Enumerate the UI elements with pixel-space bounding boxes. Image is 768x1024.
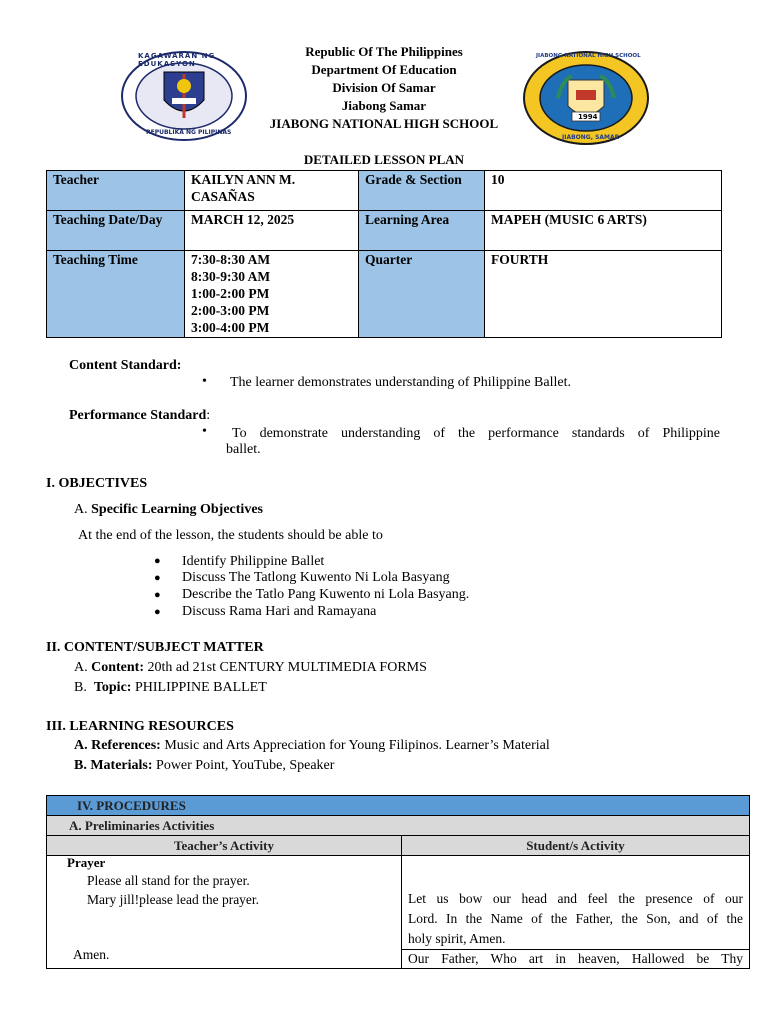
objective-bullet: ● [154, 555, 161, 567]
performance-standard-colon: : [206, 408, 211, 423]
procedures-table [46, 795, 750, 969]
content-b-label: Topic: [93, 680, 132, 695]
student-line: Our Father, Who art in heaven, Hallowed be Thy [402, 949, 749, 968]
teacher-line: Mary jill!please lead the prayer. [87, 892, 260, 907]
quarter-value: FOURTH [485, 251, 722, 338]
time-slot: 7:30-8:30 AM [191, 252, 271, 267]
references-label: A. References: [74, 738, 161, 753]
objectives-subheading [74, 501, 263, 518]
objective-bullet: ● [154, 589, 161, 601]
content-item-b [74, 679, 267, 696]
date-label: Teaching Date/Day [47, 211, 185, 251]
preliminaries-heading: A. Preliminaries Activities [47, 816, 750, 836]
teacher-line: Please all stand for the prayer. [87, 873, 250, 888]
references-value: Music and Arts Appreciation for Young Filipinos. Learner’s Material [164, 738, 550, 753]
content-a-label: Content: [91, 660, 145, 675]
time-slot: 8:30-9:30 AM [191, 269, 271, 284]
objectives-heading: I. OBJECTIVES [46, 476, 148, 491]
teacher-activity-header: Teacher’s Activity [47, 836, 402, 856]
content-standard-bullet: • [202, 374, 207, 389]
student-line: holy spirit, Amen. [408, 931, 506, 946]
objective-item: Identify Philippine Ballet [182, 554, 325, 569]
content-b-prefix: B. [74, 680, 87, 695]
resources-materials [74, 757, 334, 774]
content-standard-label: Content Standard: [69, 358, 182, 373]
content-a-value: 20th ad 21st CENTURY MULTIMEDIA FORMS [147, 660, 427, 675]
area-label: Learning Area [359, 211, 485, 251]
performance-standard-text-cont: ballet. [226, 442, 261, 457]
student-line: Lord. In the Name of the Father, the Son, and of the [408, 911, 743, 926]
objective-bullet: ● [154, 572, 161, 584]
student-line: Let us bow our head and feel the presence of our [408, 891, 743, 906]
performance-standard-bullet: • [202, 424, 207, 439]
time-slot: 2:00-3:00 PM [191, 303, 270, 318]
lesson-info-table [46, 170, 722, 338]
prayer-label: Prayer [67, 855, 106, 870]
teacher-value: KAILYN ANN M. CASAÑAS [185, 171, 359, 211]
procedures-heading: IV. PROCEDURES [47, 796, 750, 816]
resources-references [74, 737, 550, 754]
time-label: Teaching Time [47, 251, 185, 338]
materials-label: B. Materials: [74, 758, 153, 773]
quarter-label: Quarter [359, 251, 485, 338]
header-school: JIABONG NATIONAL HIGH SCHOOL [269, 116, 499, 131]
teacher-activity-cell [47, 856, 402, 969]
header-town: Jiabong Samar [341, 98, 427, 113]
area-value: MAPEH (MUSIC 6 ARTS) [485, 211, 722, 251]
performance-standard-heading [69, 407, 210, 424]
header-division: Division Of Samar [332, 80, 436, 95]
performance-standard-label: Performance Standard [69, 408, 207, 423]
objective-item: Discuss The Tatlong Kuwento Ni Lola Basyang [182, 570, 450, 585]
student-activity-cell [402, 856, 750, 969]
materials-value: Power Point, YouTube, Speaker [156, 758, 335, 773]
objectives-sub-label: Specific Learning Objectives [91, 502, 263, 517]
header-republic: Republic Of The Philippines [305, 44, 463, 59]
teacher-label: Teacher [47, 171, 185, 211]
seal-year: 1994 [578, 113, 598, 121]
seal-top-text: KAGAWARAN NG EDUKASYON [138, 52, 216, 68]
content-a-prefix: A. [74, 660, 88, 675]
content-b-value: PHILIPPINE BALLET [134, 680, 267, 695]
objective-item: Describe the Tatlo Pang Kuwento ni Lola Basyang. [182, 587, 470, 602]
school-seal-bottom-text: JIABONG, SAMAR [562, 134, 620, 141]
grade-value: 10 [485, 171, 722, 211]
objective-bullet: ● [154, 606, 161, 618]
plan-title: DETAILED LESSON PLAN [303, 152, 465, 167]
seal-bottom-text: REPUBLIKA NG PILIPINAS [146, 129, 232, 136]
objectives-intro: At the end of the lesson, the students should be able to [78, 528, 383, 543]
resources-heading: III. LEARNING RESOURCES [46, 719, 234, 734]
school-seal-top-text: JIABONG NATIONAL HIGH SCHOOL [536, 53, 641, 59]
header-department: Department Of Education [311, 62, 457, 77]
content-item-a [74, 659, 427, 676]
grade-label: Grade & Section [359, 171, 485, 211]
content-standard-text: The learner demonstrates understanding of Philippine Ballet. [230, 375, 571, 390]
content-heading: II. CONTENT/SUBJECT MATTER [46, 640, 264, 655]
date-value: MARCH 12, 2025 [185, 211, 359, 251]
time-slot: 3:00-4:00 PM [191, 320, 270, 335]
student-activity-header: Student/s Activity [402, 836, 750, 856]
time-slot: 1:00-2:00 PM [191, 286, 270, 301]
teacher-amen: Amen. [73, 947, 110, 962]
time-values [185, 251, 359, 338]
objectives-sub-prefix: A. [74, 502, 88, 517]
performance-standard-text: To demonstrate understanding of the performance standards of Philippine [232, 426, 720, 441]
objective-item: Discuss Rama Hari and Ramayana [182, 604, 377, 619]
